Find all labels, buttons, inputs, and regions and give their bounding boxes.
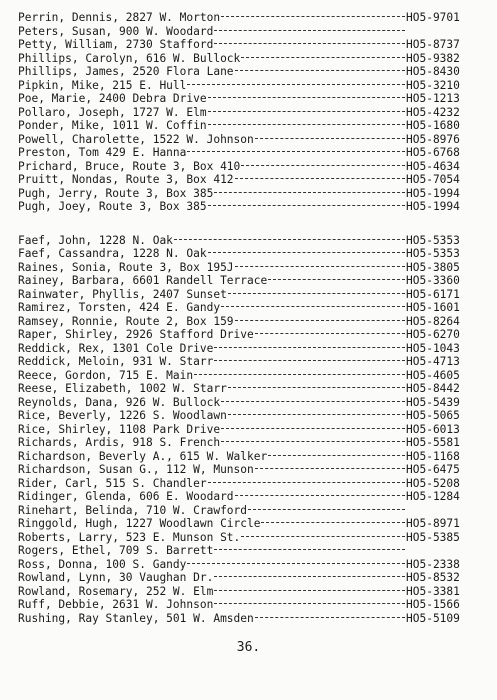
entry-name-address: Ruff, Debbie, 2631 W. Johnson bbox=[18, 598, 214, 611]
directory-entry bbox=[18, 328, 488, 342]
entry-name-address: Faef, Cassandra, 1228 N. Oak bbox=[18, 247, 207, 260]
entry-name-address: Faef, John, 1228 N. Oak bbox=[18, 233, 173, 247]
directory-entry bbox=[18, 355, 488, 369]
entry-phone: HO5-8971 bbox=[406, 517, 460, 530]
entry-phone: HO5-5581 bbox=[406, 436, 460, 449]
entry-name-address: Ringgold, Hugh, 1227 Woodlawn Circle bbox=[18, 517, 261, 530]
dash-leader bbox=[208, 96, 405, 98]
entry-name-address: Roberts, Larry, 523 E. Munson St. bbox=[18, 530, 241, 544]
dash-leader bbox=[214, 29, 405, 31]
entry-name-address: Ridinger, Glenda, 606 E. Woodard bbox=[18, 490, 234, 503]
directory-entry bbox=[18, 369, 488, 383]
entry-phone: HO5-4605 bbox=[406, 368, 460, 382]
entry-phone: HO5-1284 bbox=[406, 490, 460, 503]
directory-entry bbox=[18, 92, 488, 106]
dash-leader bbox=[214, 346, 405, 348]
directory-entry bbox=[18, 38, 488, 52]
entry-phone: HO5-1994 bbox=[406, 200, 460, 213]
entry-name-address: Rice, Beverly, 1226 S. Woodlawn bbox=[18, 409, 227, 422]
entry-name-address: Reece, Gordon, 715 E. Main bbox=[18, 368, 194, 382]
directory-entry bbox=[18, 409, 488, 423]
dash-leader bbox=[208, 110, 405, 112]
entry-phone: HO5-9382 bbox=[406, 51, 460, 65]
entry-name-address: Ramsey, Ronnie, Route 2, Box 159 bbox=[18, 314, 234, 328]
entry-name-address: Richards, Ardis, 918 S. French bbox=[18, 436, 221, 449]
directory-entry bbox=[18, 423, 488, 437]
directory-entry bbox=[18, 288, 488, 302]
entry-phone: HO5-6768 bbox=[406, 146, 460, 159]
entry-name-address: Rowland, Lynn, 30 Vaughan Dr. bbox=[18, 571, 214, 584]
dash-leader bbox=[261, 521, 405, 523]
directory-entry bbox=[18, 11, 488, 25]
entry-phone: HO5-8430 bbox=[406, 65, 460, 78]
entry-name-address: Rogers, Ethel, 709 S. Barrett bbox=[18, 544, 214, 557]
directory-entry bbox=[18, 396, 488, 410]
entry-phone: HO5-8442 bbox=[406, 382, 460, 395]
entry-name-address: Reynolds, Dana, 926 W. Bullock bbox=[18, 395, 221, 409]
dash-leader bbox=[214, 575, 405, 577]
entry-phone: HO5-6475 bbox=[406, 463, 460, 476]
directory-entry bbox=[18, 531, 488, 545]
entry-name-address: Rushing, Ray Stanley, 501 W. Amsden bbox=[18, 611, 254, 625]
directory-entry bbox=[18, 187, 488, 201]
entry-name-address: Reddick, Meloin, 931 W. Starr bbox=[18, 355, 214, 368]
page-number: 36. bbox=[236, 640, 261, 655]
entry-phone: HO5-5208 bbox=[406, 476, 460, 490]
entry-phone: HO5-8976 bbox=[406, 132, 460, 146]
directory-entry bbox=[18, 106, 488, 120]
entry-phone: HO5-6171 bbox=[406, 287, 460, 301]
directory-entry bbox=[18, 342, 488, 356]
entry-name-address: Reddick, Rex, 1301 Cole Drive bbox=[18, 341, 214, 355]
entry-phone: HO5-1680 bbox=[406, 119, 460, 132]
entry-name-address: Prichard, Bruce, Route 3, Box 410 bbox=[18, 159, 241, 173]
dash-leader bbox=[228, 386, 405, 388]
entry-phone: HO5-4232 bbox=[406, 105, 460, 119]
directory-entry bbox=[18, 585, 488, 599]
directory-entry bbox=[18, 133, 488, 147]
entry-phone: HO5-5109 bbox=[406, 611, 460, 625]
dash-leader bbox=[221, 15, 405, 17]
directory-entry bbox=[18, 436, 488, 450]
entry-phone: HO5-8737 bbox=[406, 38, 460, 51]
entry-phone: HO5-1994 bbox=[406, 186, 460, 200]
entry-name-address: Phillips, Carolyn, 616 W. Bullock bbox=[18, 51, 241, 65]
dash-leader bbox=[235, 494, 405, 496]
entry-name-address: Pugh, Joey, Route 3, Box 385 bbox=[18, 200, 207, 213]
directory-entry bbox=[18, 79, 488, 93]
entry-phone: HO5-5353 bbox=[406, 233, 460, 247]
entry-name-address: Raines, Sonia, Route 3, Box 195J bbox=[18, 260, 234, 274]
entry-phone: HO5-7054 bbox=[406, 173, 460, 186]
entry-phone: HO5-8264 bbox=[406, 314, 460, 328]
directory-entry bbox=[18, 571, 488, 585]
entry-phone: HO5-3360 bbox=[406, 274, 460, 287]
directory-listing bbox=[18, 11, 488, 625]
entry-phone: HO5-4634 bbox=[406, 159, 460, 173]
dash-leader bbox=[214, 42, 405, 44]
entry-phone: HO5-8532 bbox=[406, 571, 460, 584]
entry-phone: HO5-9701 bbox=[406, 11, 460, 24]
entry-name-address: Richardson, Susan G., 112 W, Munson bbox=[18, 463, 254, 476]
entry-name-address: Phillips, James, 2520 Flora Lane bbox=[18, 65, 234, 78]
entry-name-address: Poe, Marie, 2400 Debra Drive bbox=[18, 92, 207, 105]
entry-phone: HO5-4713 bbox=[406, 355, 460, 368]
dash-leader bbox=[241, 535, 405, 537]
entry-name-address: Rowland, Rosemary, 252 W. Elm bbox=[18, 584, 214, 598]
directory-entry bbox=[18, 504, 488, 518]
entry-name-address: Ross, Donna, 100 S. Gandy bbox=[18, 557, 187, 571]
dash-leader bbox=[235, 69, 405, 71]
entry-name-address: Reese, Elizabeth, 1002 W. Starr bbox=[18, 382, 227, 395]
directory-entry bbox=[18, 52, 488, 66]
dash-leader bbox=[221, 305, 405, 307]
directory-entry bbox=[18, 315, 488, 329]
directory-section-r bbox=[18, 234, 488, 626]
entry-name-address: Raper, Shirley, 2926 Stafford Drive bbox=[18, 328, 254, 341]
directory-entry bbox=[18, 463, 488, 477]
dash-leader bbox=[208, 481, 405, 483]
dash-leader bbox=[187, 83, 405, 85]
entry-name-address: Rider, Carl, 515 S. Chandler bbox=[18, 476, 207, 490]
entry-name-address: Pollaro, Joseph, 1727 W. Elm bbox=[18, 105, 207, 119]
directory-entry bbox=[18, 160, 488, 174]
dash-leader bbox=[248, 508, 405, 510]
directory-entry bbox=[18, 544, 488, 558]
dash-leader bbox=[214, 602, 405, 604]
directory-entry bbox=[18, 490, 488, 504]
entry-phone: HO5-1043 bbox=[406, 341, 460, 355]
directory-section-p bbox=[18, 11, 488, 214]
entry-phone: HO5-3210 bbox=[406, 78, 460, 92]
dash-leader bbox=[241, 56, 405, 58]
entry-name-address: Rainwater, Phyllis, 2407 Sunset bbox=[18, 287, 227, 301]
directory-entry bbox=[18, 612, 488, 626]
entry-name-address: Petty, William, 2730 Stafford bbox=[18, 38, 214, 51]
dash-leader bbox=[214, 359, 405, 361]
entry-name-address: Ramirez, Torsten, 424 E. Gandy bbox=[18, 301, 221, 314]
directory-entry bbox=[18, 200, 488, 214]
dash-leader bbox=[235, 177, 405, 179]
dash-leader bbox=[187, 562, 405, 564]
dash-leader bbox=[208, 204, 405, 206]
directory-entry bbox=[18, 261, 488, 275]
entry-name-address: Rainey, Barbara, 6601 Randell Terrace bbox=[18, 274, 268, 287]
directory-entry bbox=[18, 247, 488, 261]
dash-leader bbox=[214, 548, 405, 550]
entry-phone: HO5-3381 bbox=[406, 584, 460, 598]
directory-entry bbox=[18, 146, 488, 160]
dash-leader bbox=[187, 150, 405, 152]
directory-entry bbox=[18, 234, 488, 248]
directory-entry bbox=[18, 450, 488, 464]
entry-phone: HO5-5065 bbox=[406, 409, 460, 422]
directory-entry bbox=[18, 517, 488, 531]
directory-entry bbox=[18, 25, 488, 39]
entry-phone: HO5-6270 bbox=[406, 328, 460, 341]
dash-leader bbox=[214, 191, 405, 193]
entry-phone: HO5-1601 bbox=[406, 301, 460, 314]
entry-name-address: Rinehart, Belinda, 710 W. Crawford bbox=[18, 503, 248, 517]
entry-phone: HO5-5439 bbox=[406, 395, 460, 409]
dash-leader bbox=[268, 454, 405, 456]
entry-name-address: Richardson, Beverly A., 615 W. Walker bbox=[18, 449, 268, 463]
dash-leader bbox=[221, 427, 405, 429]
dash-leader bbox=[255, 137, 405, 139]
section-gap bbox=[18, 214, 488, 234]
dash-leader bbox=[214, 589, 405, 591]
entry-name-address: Perrin, Dennis, 2827 W. Morton bbox=[18, 11, 221, 24]
directory-entry bbox=[18, 477, 488, 491]
entry-name-address: Pruitt, Nondas, Route 3, Box 412 bbox=[18, 173, 234, 186]
entry-name-address: Ponder, Mike, 1011 W. Coffin bbox=[18, 119, 207, 132]
entry-phone: HO5-5353 bbox=[406, 247, 460, 260]
entry-phone: HO5-1168 bbox=[406, 449, 460, 463]
dash-leader bbox=[255, 467, 405, 469]
dash-leader bbox=[255, 616, 405, 618]
dash-leader bbox=[221, 440, 405, 442]
dash-leader bbox=[194, 373, 405, 375]
directory-entry bbox=[18, 274, 488, 288]
dash-leader bbox=[208, 251, 405, 253]
entry-phone: HO5-1566 bbox=[406, 598, 460, 611]
entry-phone: HO5-2338 bbox=[406, 557, 460, 571]
directory-entry bbox=[18, 558, 488, 572]
entry-phone: HO5-5385 bbox=[406, 530, 460, 544]
entry-phone: HO5-3805 bbox=[406, 260, 460, 274]
dash-leader bbox=[235, 319, 405, 321]
dash-leader bbox=[174, 238, 405, 240]
directory-entry bbox=[18, 173, 488, 187]
entry-phone: HO5-6013 bbox=[406, 422, 460, 436]
dash-leader bbox=[241, 164, 405, 166]
dash-leader bbox=[228, 292, 405, 294]
entry-name-address: Preston, Tom 429 E. Hanna bbox=[18, 146, 187, 159]
dash-leader bbox=[235, 265, 405, 267]
directory-entry bbox=[18, 65, 488, 79]
entry-name-address: Pugh, Jerry, Route 3, Box 385 bbox=[18, 186, 214, 200]
entry-name-address: Pipkin, Mike, 215 E. Hull bbox=[18, 78, 187, 92]
dash-leader bbox=[221, 400, 405, 402]
directory-entry bbox=[18, 301, 488, 315]
dash-leader bbox=[208, 123, 405, 125]
directory-entry bbox=[18, 598, 488, 612]
dash-leader bbox=[255, 332, 405, 334]
directory-entry bbox=[18, 382, 488, 396]
entry-phone: HO5-1213 bbox=[406, 92, 460, 105]
entry-name-address: Rice, Shirley, 1108 Park Drive bbox=[18, 422, 221, 436]
entry-name-address: Peters, Susan, 900 W. Woodard bbox=[18, 24, 214, 38]
directory-entry bbox=[18, 119, 488, 133]
entry-name-address: Powell, Charolette, 1522 W. Johnson bbox=[18, 132, 254, 146]
dash-leader bbox=[268, 278, 405, 280]
dash-leader bbox=[228, 413, 405, 415]
